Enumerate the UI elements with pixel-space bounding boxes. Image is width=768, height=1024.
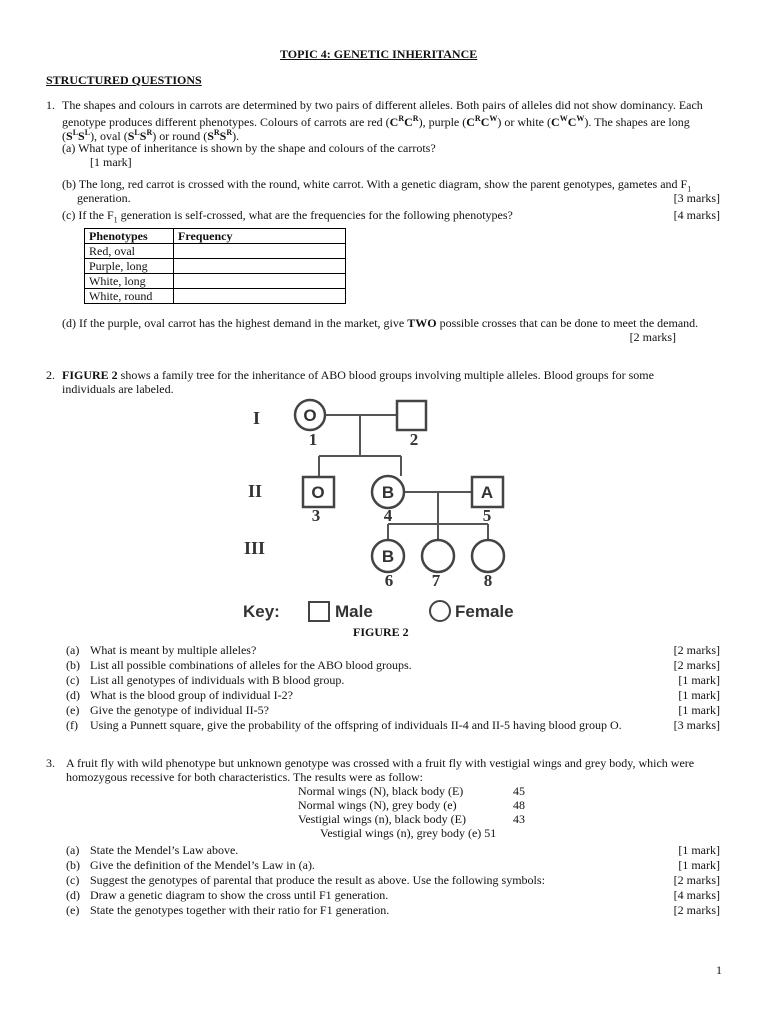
q1d-text-part1: (d) If the purple, oval carrot has the highest demand in the market, give [62,316,405,330]
list-item [0,858,768,873]
list-item [0,673,768,688]
item-letter: (b) [66,858,80,872]
item-marks: [1 mark] [678,843,720,857]
item-marks: [1 mark] [678,858,720,872]
table-row: Red, oval [85,244,174,259]
q1a-marks: [1 mark] [90,155,132,169]
item-text: Draw a genetic diagram to show the cross until F1 generation. [90,888,389,902]
item-marks: [2 marks] [673,658,720,672]
individual-I-1-blood-label: O [303,406,317,425]
item-letter: (b) [66,658,80,672]
individual-III-6-number: 6 [384,571,394,590]
individual-I-1-number: 1 [308,430,318,449]
q1-intro-line2: genotype produces different phenotypes. Colours of carrots are red $(C^RC^R)$, purple $(C^RC^W)$ or white $(C^WC^W)$. The shapes are long [62,114,690,129]
q1-number: 1. [46,98,55,112]
q3-intro-line2: homozygous recessive for both characteristics. The results were as follow: [66,770,423,784]
list-item [0,873,768,888]
q3-result-last [320,826,496,840]
item-letter: (c) [66,673,80,687]
list-item [0,843,768,858]
q2-intro-text: shows a family tree for the inheritance of ABO blood groups involving multiple alleles. Blood groups for some [120,368,654,382]
q3-result-value: 43 [513,812,525,826]
item-text: State the Mendel’s Law above. [90,843,239,857]
item-text: Using a Punnett square, give the probability of the offspring of individuals II-4 and II-5 having blood group O. [90,718,622,732]
item-text: Give the genotype of individual II-5? [90,703,269,717]
q1d-marks: [2 marks] [629,330,676,344]
table-header-phenotypes: Phenotypes [85,229,174,244]
q3-number: 3. [46,756,55,770]
q1d-text-part2: possible crosses that can be done to meet the demand. [439,316,699,330]
item-text: What is meant by multiple alleles? [90,643,257,657]
gen-label-III: III [244,538,266,558]
individual-II-3-number: 3 [311,506,321,525]
page-number: 1 [716,963,722,977]
item-marks: [2 marks] [673,643,720,657]
list-item [0,903,768,918]
individual-III-7-number: 7 [431,571,441,590]
item-text: Give the definition of the Mendel’s Law in (a). [90,858,315,872]
q1-intro-line1: The shapes and colours in carrots are determined by two pairs of different alleles. Both pairs of alleles did not show dominancy. Each [62,98,703,112]
key-female-circle-icon [430,601,450,621]
item-letter: (f) [66,718,78,732]
item-marks: [1 mark] [678,703,720,717]
item-marks: [1 mark] [678,673,720,687]
item-marks: [2 marks] [673,903,720,917]
q1-intro-line3: $(S^LS^L)$, oval $(S^LS^R)$ or round $(S^RS^R)$. [62,128,240,143]
item-text: List all possible combinations of alleles for the ABO blood groups. [90,658,412,672]
table-row: White, round [85,289,174,304]
list-item [0,703,768,718]
item-marks: [3 marks] [673,718,720,732]
gen-label-II: II [248,481,263,501]
item-letter: (a) [66,643,80,657]
q1b-text-line2: generation. [77,191,131,205]
individual-III-8-number: 8 [483,571,493,590]
list-item [0,658,768,673]
q2-figure-ref: FIGURE 2 [62,368,118,382]
q2-intro-line2: individuals are labeled. [62,382,174,396]
key-female-label: Female [455,602,514,621]
individual-II-5-number: 5 [482,506,492,525]
q1b-marks: [3 marks] [673,191,720,205]
q2-intro-line1 [62,368,654,382]
individual-II-4-blood-label: B [381,483,395,502]
list-item [0,688,768,703]
frequency-cell[interactable] [174,274,346,289]
item-letter: (c) [66,873,80,887]
key-label: Key: [243,602,280,621]
frequency-cell[interactable] [174,244,346,259]
q1c-text: (c) If the $F_1$ generation is self-crossed, what are the frequencies for the following phenotypes? [62,208,513,225]
individual-II-4-number: 4 [383,506,393,525]
frequency-cell[interactable] [174,259,346,274]
gen-label-I: I [253,408,261,428]
q3-result-label: Normal wings (N), black body (E) [298,784,464,798]
q1d-text [62,316,698,330]
section-heading: STRUCTURED QUESTIONS [46,73,202,87]
item-text: Suggest the genotypes of parental that produce the result as above. Use the following symbols: [90,873,545,887]
item-text: State the genotypes together with their ratio for F1 generation. [90,903,390,917]
individual-III-8 [472,540,504,572]
frequency-cell[interactable] [174,289,346,304]
item-marks: [4 marks] [673,888,720,902]
individual-II-5-blood-label: A [480,483,494,502]
individual-II-3-blood-label: O [311,483,325,502]
table-row: White, long [85,274,174,289]
list-item [0,718,768,733]
q3-result-label: Vestigial wings (n), black body (E) [298,812,466,826]
key-male-label: Male [335,602,373,621]
phenotype-table [84,228,346,304]
q3-result-value: 51 [484,826,497,840]
q2-items [0,643,768,733]
q1a-text: (a) What type of inheritance is shown by the shape and colours of the carrots? [62,141,436,155]
item-text: What is the blood group of individual I-2? [90,688,293,702]
q3-result-label: Vestigial wings (n), grey body (e) [320,826,482,840]
q3-result-label: Normal wings (N), grey body (e) [298,798,457,812]
item-letter: (a) [66,843,80,857]
individual-III-6-blood-label: B [381,547,395,566]
item-letter: (d) [66,888,80,902]
q3-result-value: 48 [513,798,525,812]
q1d-bold: TWO [407,316,437,330]
q3-intro-line1: A fruit fly with wild phenotype but unknown genotype was crossed with a fruit fly with vestigial wings and grey body, which were [66,756,695,770]
list-item [0,643,768,658]
item-letter: (e) [66,903,80,917]
item-text: List all genotypes of individuals with B blood group. [90,673,345,687]
item-marks: [1 mark] [678,688,720,702]
table-header-frequency: Frequency [174,229,346,244]
q3-result-value: 45 [513,784,525,798]
q2-number: 2. [46,368,55,382]
item-marks: [2 marks] [673,873,720,887]
individual-III-7 [422,540,454,572]
page-title: TOPIC 4: GENETIC INHERITANCE [280,47,478,61]
individual-I-2-number: 2 [409,430,419,449]
item-letter: (d) [66,688,80,702]
figure-caption: FIGURE 2 [353,625,409,639]
q3-items [0,843,768,918]
key-male-square-icon [309,602,329,621]
q1c-marks: [4 marks] [673,208,720,222]
item-letter: (e) [66,703,80,717]
list-item [0,888,768,903]
pedigree-figure [0,395,768,655]
table-row: Purple, long [85,259,174,274]
individual-I-2 [397,401,426,430]
q1b-text-line1: (b) The long, red carrot is crossed with the round, white carrot. With a genetic diagram, show the parent genotypes, gametes and $F_1$ [62,177,692,194]
